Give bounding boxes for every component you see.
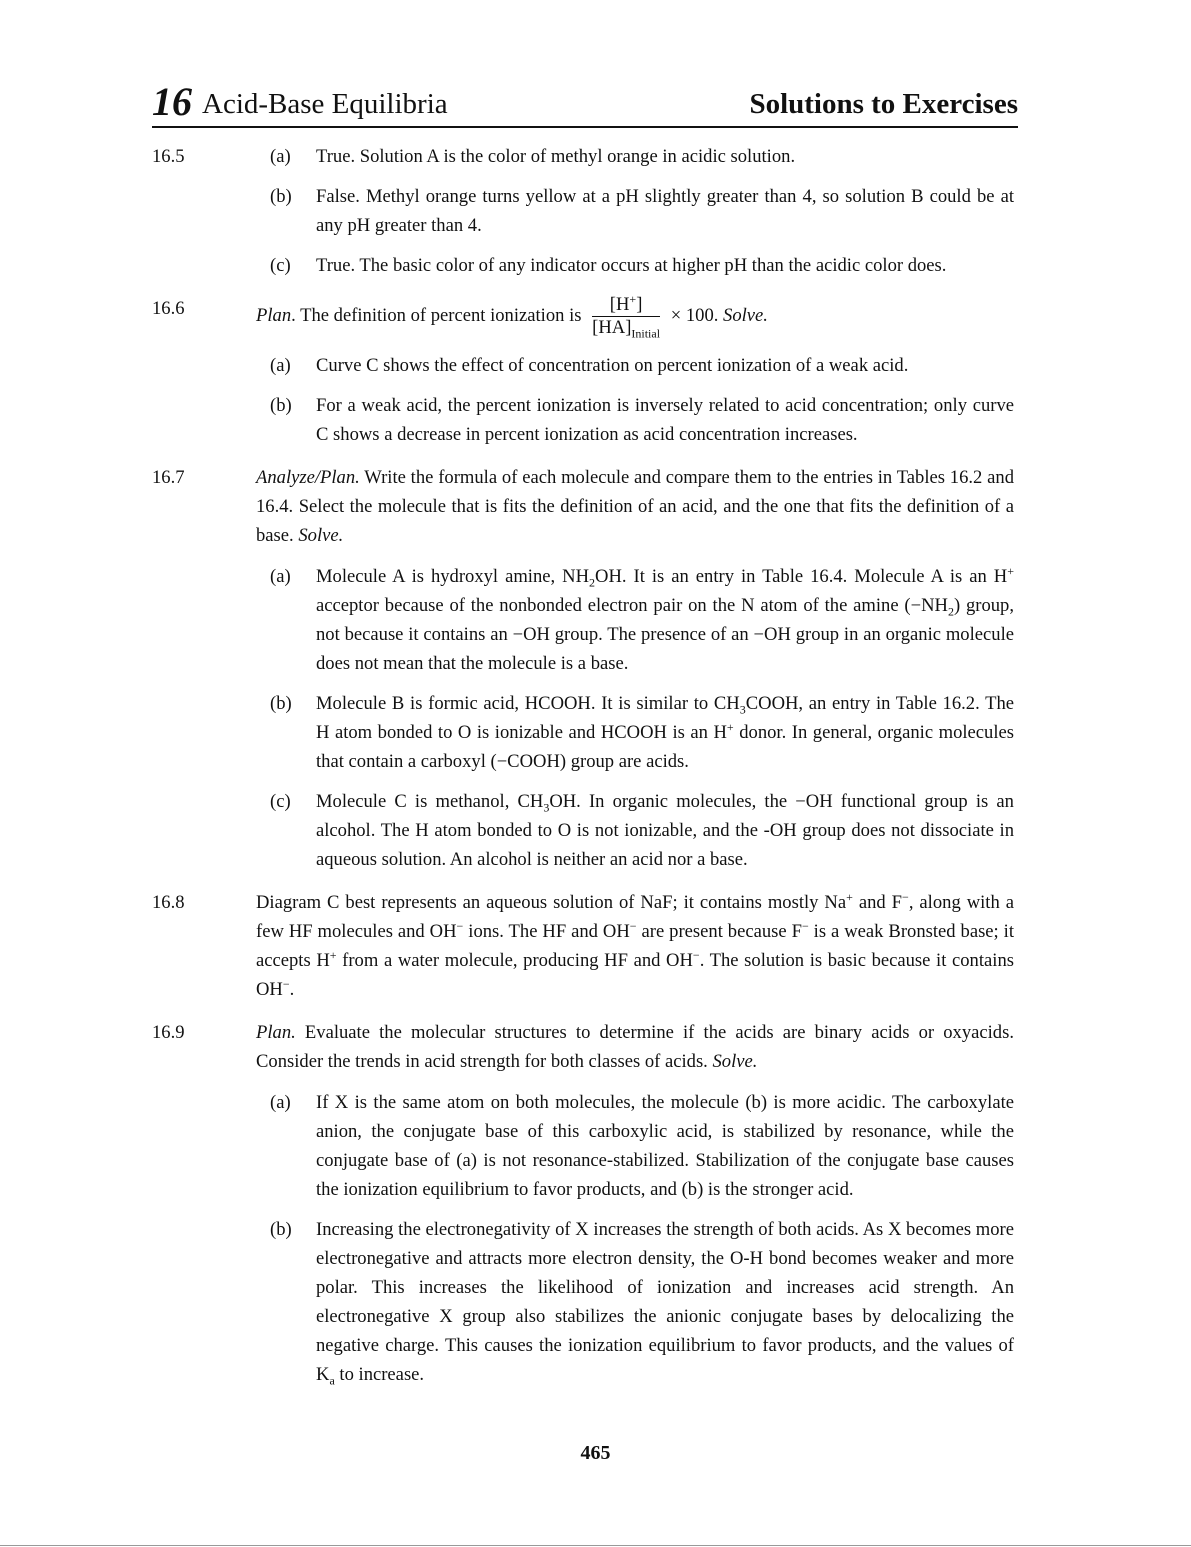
item-label: (b)	[270, 1219, 292, 1240]
subscript: Initial	[631, 326, 661, 341]
subscript: 2	[947, 604, 954, 619]
text-run: ) group, not because it contains an −OH group. The presence of an −OH group in an organic molecule does not mean that the molecule is a base.	[316, 595, 1014, 674]
superscript: +	[1007, 563, 1014, 578]
item-text	[316, 255, 946, 276]
italic-text: Solve.	[712, 1051, 758, 1072]
text-run: , along with a few HF molecules and OH	[256, 892, 1014, 942]
item-text	[316, 791, 1014, 870]
answer-item	[270, 1215, 1014, 1389]
text-run: . The solution is basic because it contains OH	[256, 950, 1014, 1000]
answer-item	[270, 562, 1014, 678]
italic-text: Solve.	[298, 525, 344, 546]
problem-intro	[256, 463, 1014, 550]
item-text	[316, 355, 908, 376]
problem-number: 16.5	[152, 146, 185, 167]
problem-intro	[256, 888, 1014, 1004]
text-run: If X is the same atom on both molecules, the molecule (b) is more acidic. The carboxylate anion, the conjugate base of this carboxylic acid, is stabilized by resonance, while the conjugate base of (a) is not resonance-stabilized. Stabilization of the conjugate base causes the ionization equilibrium to favor products, and (b) is the stronger acid.	[316, 1092, 1014, 1200]
problem-number: 16.6	[152, 298, 185, 319]
problem-16-9	[152, 1018, 1014, 1389]
superscript: −	[629, 918, 637, 933]
superscript: +	[726, 719, 734, 734]
item-label: (a)	[270, 566, 291, 587]
text-run: OH. It is an entry in Table 16.4. Molecule A is an H	[595, 566, 1008, 587]
subscript: 3	[739, 702, 746, 717]
fraction-numerator	[592, 291, 660, 317]
chapter-title: Acid-Base Equilibria	[202, 88, 448, 120]
item-text	[316, 146, 795, 167]
italic-text: Analyze/Plan.	[256, 467, 360, 488]
item-label: (a)	[270, 355, 291, 376]
text-run: are present because F	[636, 921, 802, 942]
text-run: Curve C shows the effect of concentration on percent ionization of a weak acid.	[316, 355, 909, 376]
text-run: Evaluate the molecular structures to determine if the acids are binary acids or oxyacids. Consider the trends in acid strength for both classes of acids.	[256, 1022, 1014, 1072]
item-label: (c)	[270, 791, 291, 812]
text-run: [H	[609, 294, 630, 315]
text-run: ]	[636, 294, 643, 315]
superscript: −	[282, 976, 290, 991]
problem-16-6	[152, 291, 1014, 449]
item-text	[316, 1092, 1014, 1200]
text-run: OH. In organic molecules, the −OH functional group is an alcohol. The H atom bonded to O is not ionizable, and the -OH group does not dissociate in aqueous solution. An alcohol is neither an acid nor a base.	[316, 791, 1014, 870]
item-label: (b)	[270, 186, 292, 207]
problem-number: 16.7	[152, 467, 185, 488]
answer-item	[270, 351, 1014, 380]
superscript: −	[456, 918, 464, 933]
problem-number: 16.8	[152, 892, 185, 913]
text-run: Increasing the electronegativity of X increases the strength of both acids. As X becomes more electronegative and attracts more electron density, the O-H bond becomes weaker and more polar. This increases the likelihood of ionization and increases acid strength. An electronegative X group also stabilizes the anionic conjugate bases by delocalizing the negative charge. This causes the ionization equilibrium to favor products, and the values of K	[316, 1219, 1014, 1385]
text-run: .	[289, 979, 295, 1000]
item-text	[316, 186, 1014, 236]
text-run: Diagram C best represents an aqueous solution of NaF; it contains mostly Na	[256, 892, 847, 913]
problem-number: 16.9	[152, 1022, 185, 1043]
subscript: a	[329, 1373, 335, 1388]
item-label: (b)	[270, 693, 292, 714]
text-run: is a weak Bronsted base; it accepts H	[256, 921, 1015, 971]
text-run: [HA]	[592, 317, 632, 338]
text-run: acceptor because of the nonbonded electron pair on the N atom of the amine (−NH	[316, 595, 948, 616]
text-run: donor. In general, organic molecules that contain a carboxyl (−COOH) group are acids.	[316, 722, 1014, 772]
problem-intro	[256, 291, 1014, 341]
chapter-number: 16	[152, 79, 192, 124]
item-label: (a)	[270, 1092, 291, 1113]
section-title: Solutions to Exercises	[749, 88, 1018, 120]
italic-text: Plan	[256, 304, 292, 326]
answer-item	[270, 142, 1014, 171]
subscript: 3	[543, 800, 550, 815]
answer-item	[270, 182, 1014, 240]
problem-intro	[256, 1018, 1014, 1076]
superscript: +	[846, 889, 853, 904]
text-run: True. The basic color of any indicator occurs at higher pH than the acidic color does.	[316, 255, 947, 276]
problem-16-5	[152, 142, 1014, 280]
item-label: (b)	[270, 395, 292, 416]
problem-16-8	[152, 888, 1014, 1004]
answer-item	[270, 689, 1014, 776]
item-text	[316, 1219, 1014, 1388]
item-label: (c)	[270, 255, 291, 276]
problem-16-7	[152, 463, 1014, 874]
page-edge-divider	[0, 1545, 1191, 1546]
answer-item	[270, 391, 1014, 449]
answer-item	[270, 251, 1014, 280]
text-run: . The definition of percent ionization is	[291, 304, 587, 326]
text-run: × 100.	[666, 304, 724, 326]
item-text	[316, 693, 1014, 772]
fraction-denominator	[592, 317, 660, 339]
text-run: ions. The HF and OH	[463, 921, 630, 942]
item-label: (a)	[270, 146, 291, 167]
superscript: −	[801, 918, 809, 933]
text-run: True. Solution A is the color of methyl orange in acidic solution.	[316, 146, 796, 167]
text-run: False. Methyl orange turns yellow at a pH slightly greater than 4, so solution B could be at any pH greater than 4.	[316, 186, 1014, 236]
text-run: COOH, an entry in Table 16.2. The H atom bonded to O is ionizable and HCOOH is an H	[316, 693, 1014, 743]
item-text	[316, 563, 1014, 674]
text-run: Molecule B is formic acid, HCOOH. It is similar to CH	[316, 693, 740, 714]
text-run: Write the formula of each molecule and compare them to the entries in Tables 16.2 and 16.4. Select the molecule that is fits the definition of an acid, and the one that fits the definition of a base.	[256, 467, 1014, 546]
page-number: 465	[580, 1442, 611, 1464]
text-run: from a water molecule, producing HF and OH	[336, 950, 693, 971]
italic-text: Plan.	[256, 1022, 296, 1043]
answer-item	[270, 787, 1014, 874]
page-header	[152, 78, 1018, 128]
text-run: to increase.	[334, 1364, 425, 1385]
text-run: and F	[852, 892, 903, 913]
item-text	[316, 395, 1014, 445]
text-run: For a weak acid, the percent ionization is inversely related to acid concentration; only curve C shows a decrease in percent ionization as acid concentration increases.	[316, 395, 1014, 445]
solutions-body	[152, 142, 1014, 1403]
superscript: −	[692, 947, 700, 962]
answer-item	[270, 1088, 1014, 1204]
superscript: −	[902, 889, 909, 904]
subscript: 2	[589, 575, 596, 590]
percent-ionization-fraction	[592, 291, 661, 341]
text-run: Molecule C is methanol, CH	[316, 791, 544, 812]
superscript: +	[329, 947, 337, 962]
italic-text: Solve.	[723, 304, 768, 326]
text-run: Molecule A is hydroxyl amine, NH	[316, 566, 590, 587]
superscript: +	[629, 291, 637, 306]
